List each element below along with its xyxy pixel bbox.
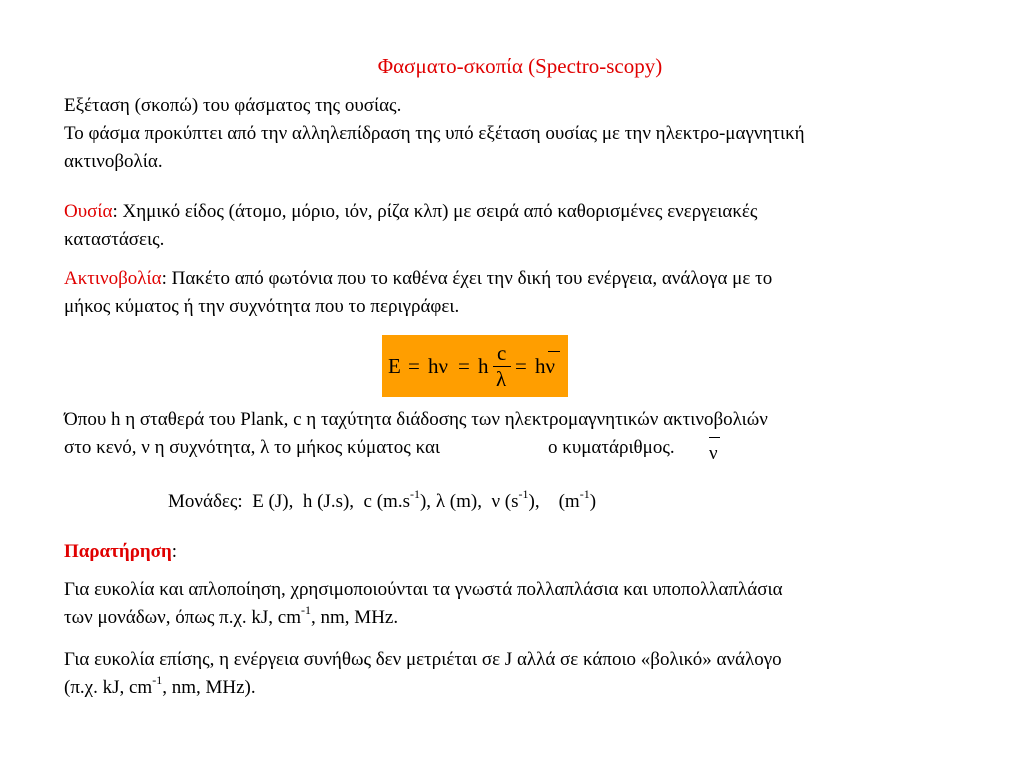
formula-h: h — [478, 354, 489, 378]
intro-line-1: Εξέταση (σκοπώ) του φάσματος της ουσίας. — [64, 95, 402, 116]
slide-title: Φασματο-σκοπία (Spectro-scopy) — [377, 54, 663, 78]
formula-equals-2: = — [458, 354, 470, 378]
note-heading-text: Παρατήρηση — [64, 541, 172, 562]
unit-wavenumber: $(m^{-1})$ — [558, 486, 597, 512]
note-p2-line-2: (π.χ. kJ, $cm^{-1}$, nm, MHz). — [64, 672, 256, 698]
formula-overbar — [548, 351, 560, 352]
formula-h-nu: hν — [428, 354, 448, 378]
units-row — [168, 488, 596, 516]
intro-line-2: Το φάσμα προκύπτει από την αλληλεπίδραση της υπό εξέταση ουσίας με την ηλεκτρο-μαγνητική — [64, 123, 805, 144]
note-p2-line-1: Για ευκολία επίσης, η ενέργεια συνήθως δεν μετριέται σε J αλλά σε κάποιο «βολικό» ανάλογο — [64, 649, 782, 670]
radiation-term: Ακτινοβολία — [64, 268, 162, 289]
radiation-definition — [64, 265, 772, 293]
unit-h: h (J.s), — [302, 491, 355, 512]
formula-equals-1: = — [408, 354, 420, 378]
explanation-line-2b: ο κυματάριθμος. — [548, 437, 675, 458]
substance-term: Ουσία — [64, 201, 113, 222]
formula-equals-3: = — [515, 354, 527, 378]
note-heading: Παρατήρηση: — [64, 541, 178, 562]
wavenumber-symbol: ν — [709, 443, 718, 464]
substance-definition — [64, 198, 757, 226]
energy-formula-box — [382, 335, 568, 397]
substance-line-2: καταστάσεις. — [64, 229, 165, 250]
unit-nu: ν $(s^{-1})$, — [491, 486, 540, 512]
substance-text: : Χημικό είδος (άτομο, μόριο, ιόν, ρίζα κλπ) με σειρά από καθορισμένες ενεργειακές — [112, 201, 758, 222]
units-label: Μονάδες: — [168, 491, 243, 512]
radiation-line-2: μήκος κύματος ή την συχνότητα που το περιγράφει. — [64, 296, 460, 317]
intro-line-3: ακτινοβολία. — [64, 151, 163, 172]
note-p1-line-1: Για ευκολία και απλοποίηση, χρησιμοποιούνται τα γνωστά πολλαπλάσια και υποπολλαπλάσια — [64, 579, 783, 600]
wavenumber-overbar — [709, 437, 720, 438]
explanation-line-1: Όπου h η σταθερά του Plank, c η ταχύτητα διάδοσης των ηλεκτρομαγνητικών ακτινοβολιών — [64, 409, 768, 430]
radiation-text: : Πακέτο από φωτόνια που το καθένα έχει την δική του ενέργεια, ανάλογα με το — [161, 268, 773, 289]
formula-E: E — [388, 354, 401, 378]
note-p1-line-2: των μονάδων, όπως π.χ. kJ, $cm^{-1}$, nm, MHz. — [64, 602, 399, 628]
unit-E: E (J), — [252, 491, 294, 512]
formula-numerator-c: c — [497, 341, 507, 365]
explanation-line-2a: στο κενό, ν η συχνότητα, λ το μήκος κύματος και — [64, 437, 441, 458]
unit-c: c $(m.s^{-1})$, — [363, 486, 432, 512]
formula-denominator-lambda: λ — [496, 367, 507, 391]
unit-lambda: λ (m), — [435, 491, 482, 512]
formula-h-nubar: hν — [535, 354, 555, 378]
